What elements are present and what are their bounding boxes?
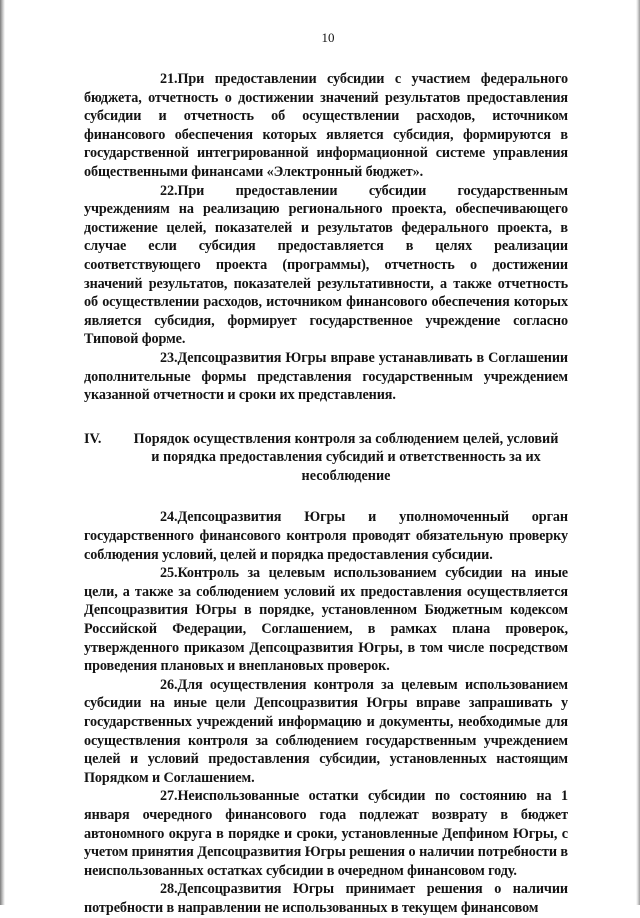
paragraph-text: Депсоцразвития Югры и уполномоченный орган государственного финансового контроля проводят обязательную проверку соблюдения условий, целей и порядка предоставления субсидии. — [84, 509, 568, 563]
section-roman-numeral: IV. — [84, 430, 102, 447]
paragraph-text: Депсоцразвития Югры принимает решения о наличии потребности в направлении не использованных в текущем финансовом — [84, 881, 568, 916]
paragraph-23 — [84, 349, 568, 405]
paragraph-28 — [84, 880, 568, 917]
paragraph-text: Для осуществления контроля за целевым использованием субсидии на иные цели Депсоцразвития Югры вправе запрашивать у государственных учреждений информацию и документы, необходимые для осуществления контроля за соблюдением государственным учреждением целей и условий предоставления субсидии, установленных настоящим Порядком и Соглашением. — [84, 676, 568, 786]
paragraph-number: 23. — [160, 349, 178, 366]
document-page — [84, 30, 568, 918]
paragraph-text: Неиспользованные остатки субсидии по состоянию на 1 января очередного финансового года подлежат возврату в бюджет автономного округа в порядке и сроки, установленные Депфином Югры, с учетом принятия Депсоцразвития Югры решения о наличии потребности в неиспользованных остатках субсидии в очередном финансовом году. — [84, 788, 568, 879]
section-title: Порядок осуществления контроля за соблюдением целей, условий и порядка предоставления субсидий и ответственность за их несоблюдение — [133, 430, 559, 484]
paragraph-number: 27. — [160, 788, 178, 805]
scan-edge-right — [636, 0, 640, 905]
paragraph-text: Депсоцразвития Югры вправе устанавливать в Соглашении дополнительные формы представления государственным учреждением указанной отчетности и сроки их представления. — [84, 349, 568, 404]
paragraph-number: 28. — [160, 881, 178, 898]
paragraph-text: При предоставлении субсидии государственным учреждениям на реализацию регионального проекта, обеспечивающего достижение целей, показателей и результатов федерального проекта, в случае если субсидия предоставляется в целях реализации соответствующего проекта (программы), отчетность о достижении значений результатов, показателей результативности, а также отчетность об осуществлении расходов, источником финансового обеспечения которых является субсидия, формирует государственное учреждение согласно Типовой форме. — [84, 182, 568, 348]
paragraph-21 — [84, 70, 568, 182]
paragraphs-top — [84, 70, 568, 405]
paragraph-text: При предоставлении субсидии с участием федерального бюджета, отчетность о достижении значений результатов предоставления субсидии и отчетность об осуществлении расходов, источником финансового обеспечения которых является субсидия, формируются в государственной интегрированной информационной системе управления общественными финансами «Электронный бюджет». — [84, 71, 568, 180]
section-heading — [84, 430, 568, 486]
paragraph-number: 22. — [160, 182, 178, 199]
paragraph-number: 24. — [160, 509, 178, 526]
paragraph-22 — [84, 182, 568, 349]
paragraphs-bottom — [84, 508, 568, 917]
paragraph-27 — [84, 787, 568, 880]
paragraph-24 — [84, 508, 568, 564]
page-number: 10 — [321, 30, 335, 45]
paragraph-25 — [84, 564, 568, 676]
paragraph-number: 25. — [160, 565, 178, 582]
scan-edge-left — [0, 0, 5, 905]
paragraph-text: Контроль за целевым использованием субсидии на иные цели, а также за соблюдением условий их предоставления осуществляется Депсоцразвития Югры в порядке, установленном Бюджетным кодексом Российской Федерации, Соглашением, в рамках плана проверок, утвержденного приказом Депсоцразвития Югры, в том числе посредством проведения плановых и внеплановых проверок. — [84, 565, 568, 675]
paragraph-26 — [84, 676, 568, 788]
paragraph-number: 21. — [160, 71, 178, 87]
paragraph-number: 26. — [160, 676, 178, 693]
